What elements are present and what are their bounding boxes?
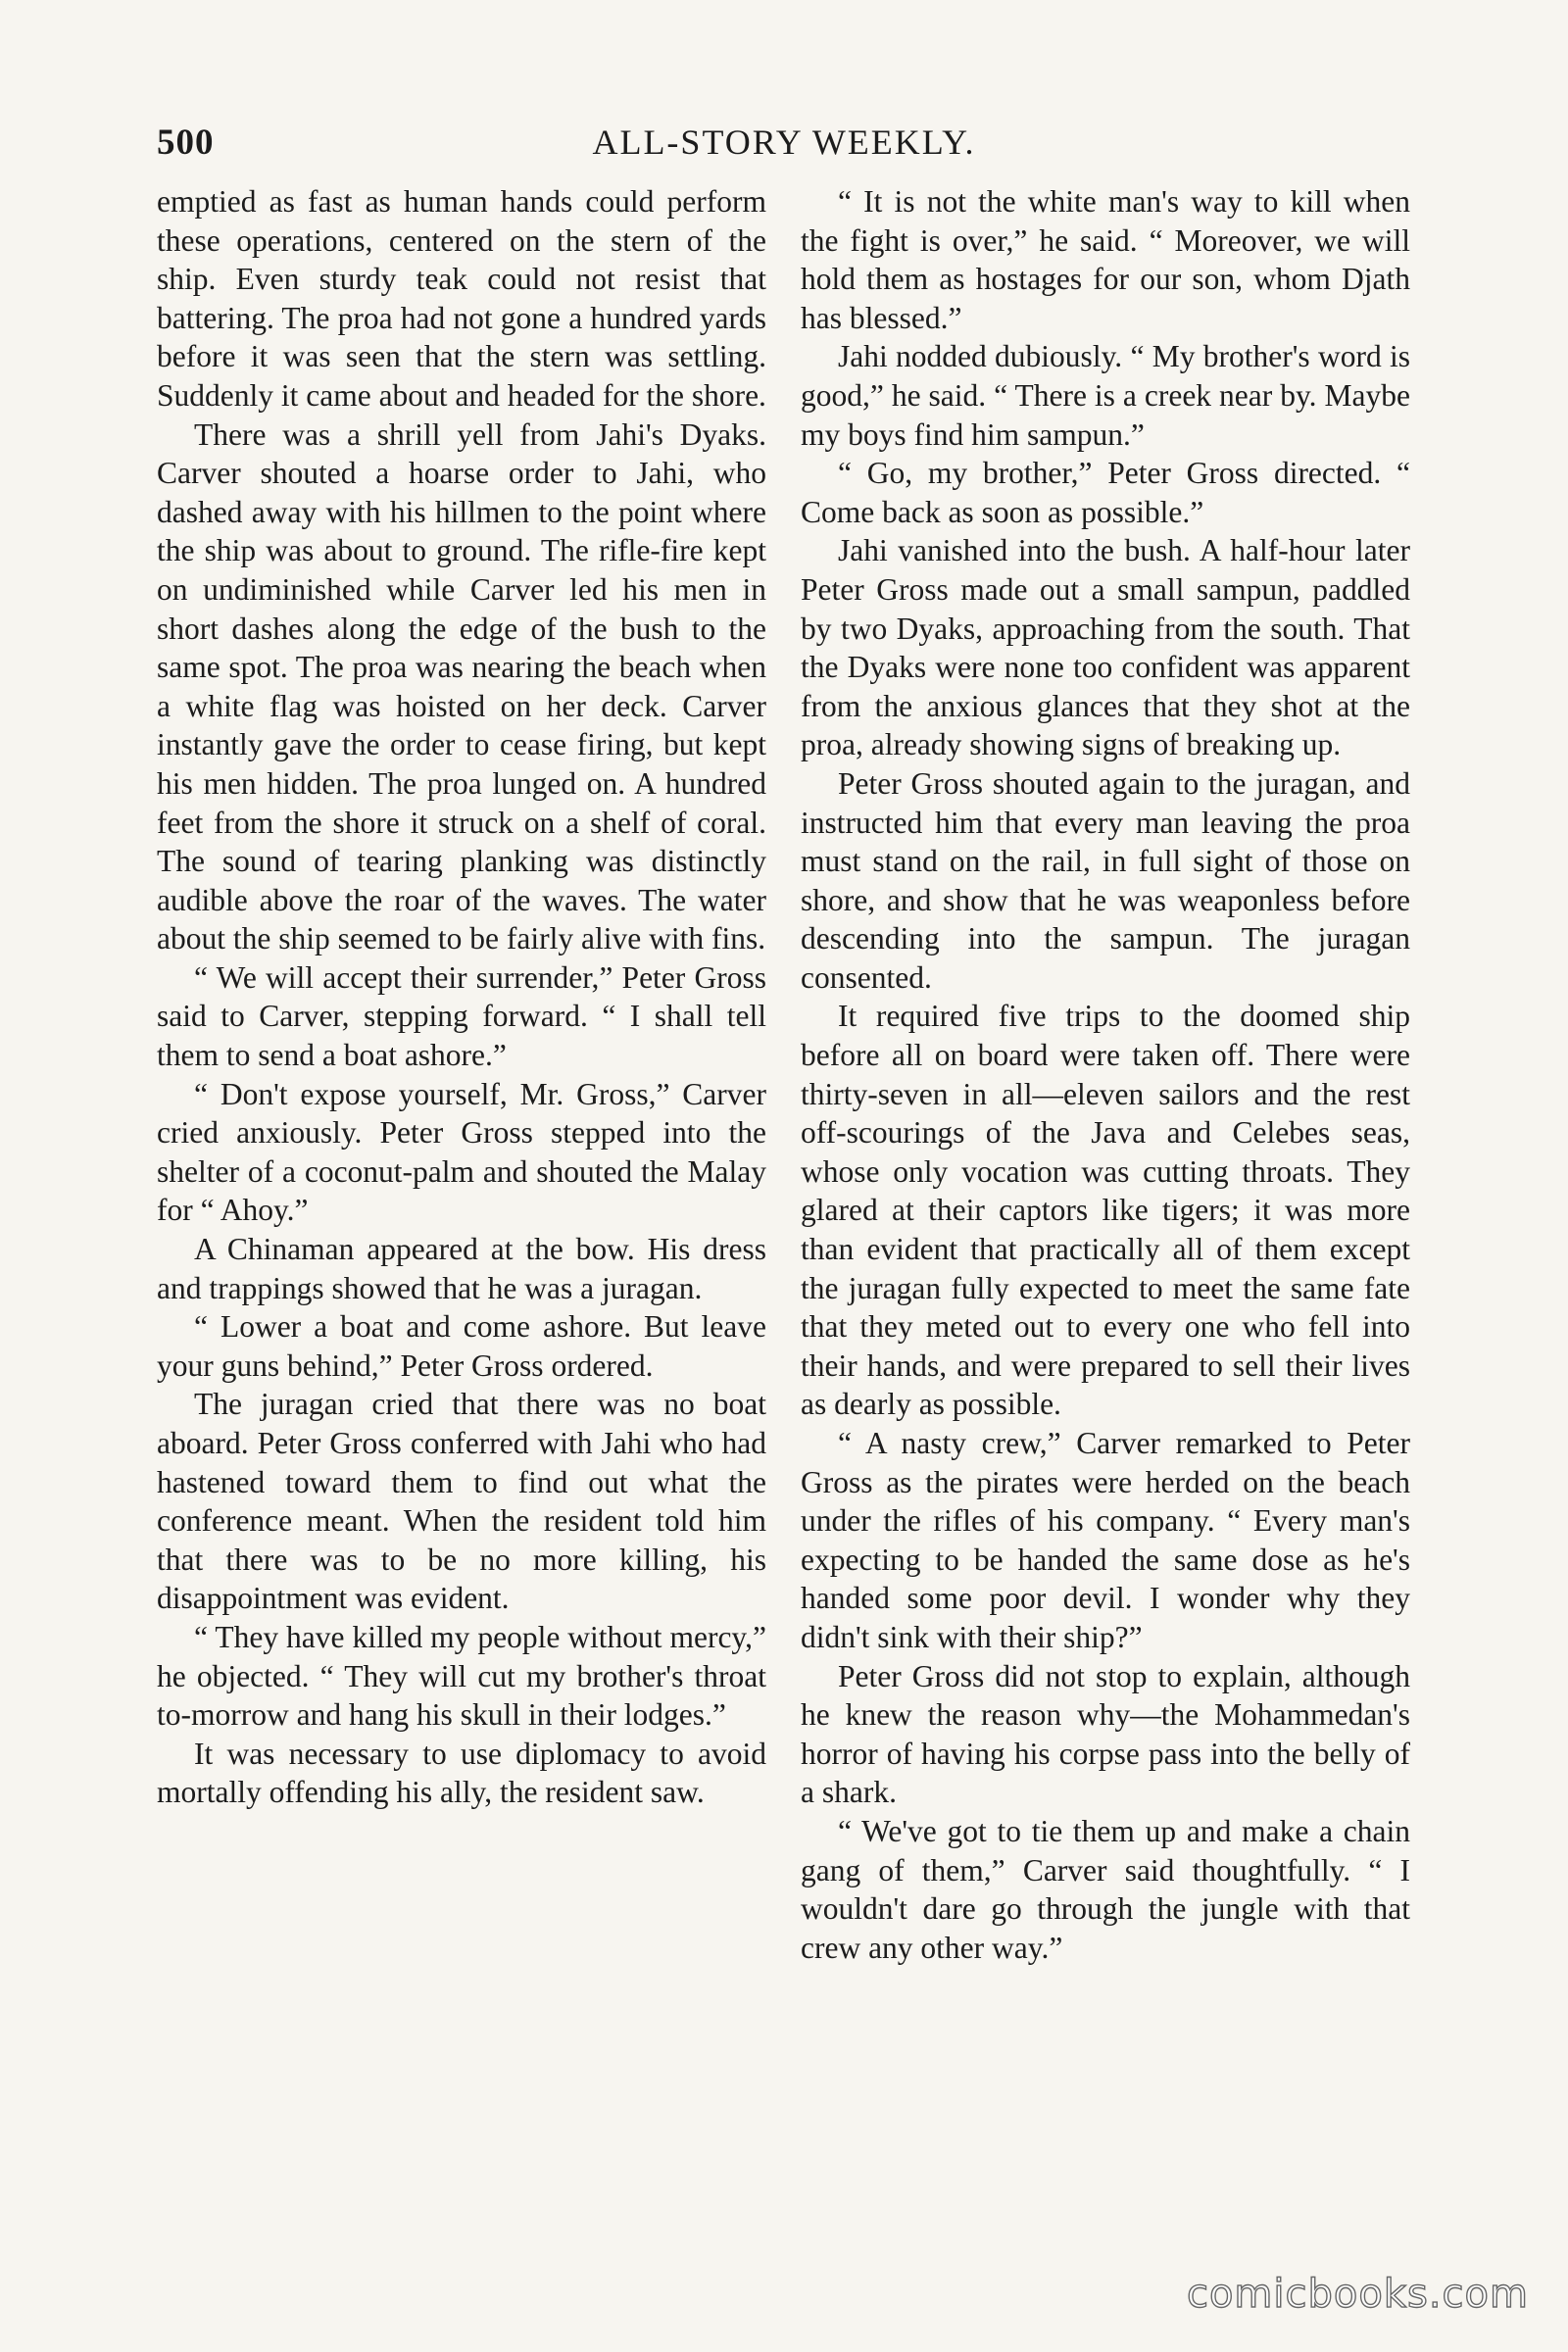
paragraph: A Chinaman appeared at the bow. His dress and trappings showed that he was a juragan. (157, 1232, 766, 1305)
paragraph: “ A nasty crew,” Carver remarked to Peter Gross as the pirates were herded on the beach under the rifles of his company. “ Every man's expecting to be handed the same dose as he's handed some poor devil. I wonder why they didn't sink with their ship?” (801, 1426, 1410, 1654)
paragraph: The juragan cried that there was no boat aboard. Peter Gross conferred with Jahi who had hastened toward them to find out what the conference meant. When the resident told him that there was to be no more killing, his disappointment was evident. (157, 1387, 766, 1616)
paragraph: “ We will accept their surrender,” Peter Gross said to Carver, stepping forward. “ I shall tell them to send a boat ashore.” (157, 959, 766, 1073)
watermark: comicbooks.com (1186, 2272, 1529, 2317)
paragraph: Jahi nodded dubiously. “ My brother's word is good,” he said. “ There is a creek near by. Maybe my boys find him sampun.” (801, 339, 1410, 452)
page-number: 500 (157, 122, 215, 163)
paragraph: “ Don't expose yourself, Mr. Gross,” Carver cried anxiously. Peter Gross stepped into the shelter of a coconut-palm and shouted the Malay for “ Ahoy.” (157, 1076, 766, 1228)
paragraph: Peter Gross did not stop to explain, although he knew the reason why—the Mohammedan's horror of having his corpse pass into the belly of a shark. (801, 1658, 1410, 1810)
paragraph: emptied as fast as human hands could perform these operations, centered on the stern of the ship. Even sturdy teak could not resist that battering. The proa had not gone a hundred yards before it was seen that the stern was settling. Suddenly it came about and headed for the shore. (157, 184, 766, 413)
paragraph: “ We've got to tie them up and make a chain gang of them,” Carver said thoughtfully. “ I wouldn't dare go through the jungle with that crew any other way.” (801, 1813, 1410, 1965)
running-head: ALL-STORY WEEKLY. (592, 122, 976, 162)
paragraph: “ Go, my brother,” Peter Gross directed. “ Come back as soon as possible.” (801, 456, 1410, 529)
paragraph: It was necessary to use diplomacy to avoid mortally offending his ally, the resident saw. (157, 1736, 766, 1810)
left-column (157, 182, 766, 1812)
right-column (801, 182, 1410, 1967)
paragraph: It required five trips to the doomed ship before all on board were taken off. There were thirty-seven in all—eleven sailors and the rest off-scourings of the Java and Celebes seas, whose only vocation was cutting throats. They glared at their captors like tigers; it was more than evident that practically all of them except the juragan fully expected to meet the same fate that they meted out to every one who fell into their hands, and were prepared to sell their lives as dearly as possible. (801, 999, 1410, 1422)
paragraph: “ They have killed my people without mercy,” he objected. “ They will cut my brother's throat to-morrow and hang his skull in their lodges.” (157, 1619, 766, 1733)
paragraph: “ Lower a boat and come ashore. But leave your guns behind,” Peter Gross ordered. (157, 1309, 766, 1383)
paragraph: “ It is not the white man's way to kill when the fight is over,” he said. “ Moreover, we will hold them as hostages for our son, whom Djath has blessed.” (801, 184, 1410, 335)
paragraph: Jahi vanished into the bush. A half-hour later Peter Gross made out a small sampun, paddled by two Dyaks, approaching from the south. That the Dyaks were none too confident was apparent from the anxious glances that they shot at the proa, already showing signs of breaking up. (801, 533, 1410, 762)
paragraph: Peter Gross shouted again to the juragan, and instructed him that every man leaving the proa must stand on the rail, in full sight of those on shore, and show that he was weaponless before descending into the sampun. The juragan consented. (801, 765, 1410, 995)
paragraph: There was a shrill yell from Jahi's Dyaks. Carver shouted a hoarse order to Jahi, who dashed away with his hillmen to the point where the ship was about to ground. The rifle-fire kept on undiminished while Carver led his men in short dashes along the edge of the bush to the same spot. The proa was nearing the beach when a white flag was hoisted on her deck. Carver instantly gave the order to cease firing, but kept his men hidden. The proa lunged on. A hundred feet from the shore it struck on a shelf of coral. The sound of tearing planking was distinctly audible above the roar of the waves. The water about the ship seemed to be fairly alive with fins. (157, 416, 766, 956)
